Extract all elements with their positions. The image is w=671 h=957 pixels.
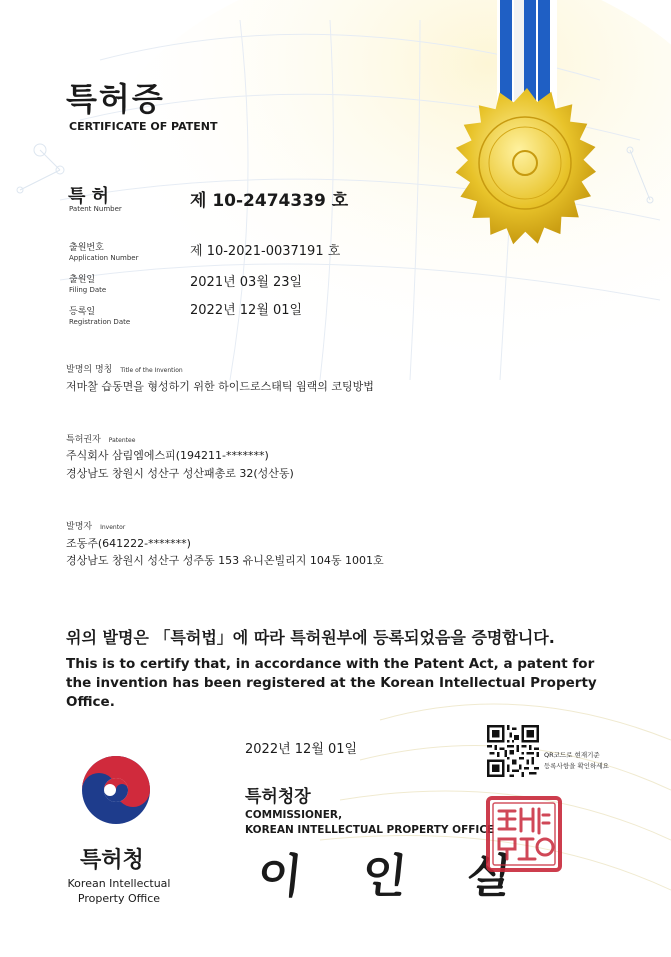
patentee-address: 경상남도 창원시 성산구 성산패총로 32(성산동): [66, 467, 294, 480]
application-number-label-ko: 출원번호: [69, 243, 104, 253]
invention-label-en: Title of the Invention: [120, 367, 183, 374]
patentee-name: 주식회사 삼림엠에스피(194211-*******): [66, 449, 269, 462]
patent-number-value: 제 10-2474339 호: [190, 191, 349, 211]
inventor-address: 경상남도 창원시 성산구 성주동 153 유니온빌리지 104동 1001호: [66, 554, 384, 567]
patent-number-label-en: Patent Number: [69, 205, 122, 213]
registration-date-label-ko: 등록일: [69, 307, 96, 317]
statement-en: This is to certify that, in accordance with the Patent Act, a patent for the invention has been registered at the Korean Intellectual Property Office.: [66, 656, 597, 710]
patentee-label: [66, 432, 135, 445]
invention-label: [66, 362, 183, 375]
commissioner-title-en-line1: COMMISSIONER,: [245, 809, 343, 821]
application-number-label-en: Application Number: [69, 254, 139, 262]
invention-title: 저마찰 습동면을 형성하기 위한 하이드로스태틱 웜랙의 코팅방법: [66, 380, 374, 393]
office-name-ko: 특허청: [80, 848, 144, 873]
certificate-title-en: CERTIFICATE OF PATENT: [69, 120, 218, 133]
inventor-label-en: Inventor: [100, 524, 126, 531]
issue-date: 2022년 12월 01일: [245, 742, 358, 757]
qr-code-icon[interactable]: [487, 725, 539, 777]
registration-date-label-en: Registration Date: [69, 318, 131, 326]
qr-note-line2: 등록사항을 확인하세요: [544, 762, 609, 770]
qr-note: [544, 750, 609, 772]
inventor-name: 조동주(641222-*******): [66, 537, 191, 550]
certificate-title-ko: 특허증: [66, 80, 165, 118]
office-name-en: Korean Intellectual Property Office: [67, 877, 171, 905]
invention-label-ko: 발명의 명칭: [66, 365, 113, 375]
application-number-value: 제 10-2021-0037191 호: [190, 244, 341, 259]
qr-note-line1: QR코드로 현재기준: [544, 751, 600, 759]
kipo-taegeuk-logo-icon: [78, 752, 154, 828]
commissioner-title-en-line2: KOREAN INTELLECTUAL PROPERTY OFFICE: [245, 824, 495, 836]
filing-date-value: 2021년 03월 23일: [190, 275, 303, 290]
commissioner-title-ko: 특허청장: [245, 787, 311, 807]
patentee-label-en: Patentee: [108, 437, 136, 444]
commissioner-signature: 이 인 실: [254, 849, 536, 903]
commissioner-title-en: [245, 808, 494, 838]
filing-date-label-en: Filing Date: [69, 286, 107, 294]
inventor-label: [66, 519, 125, 532]
inventor-label-ko: 발명자: [66, 522, 93, 532]
red-stamp-icon: [485, 795, 563, 873]
patent-number-label-ko: 특 허: [68, 186, 110, 207]
filing-date-label-ko: 출원일: [69, 275, 96, 285]
statement-ko: 위의 발명은 「특허법」에 따라 특허원부에 등록되었음을 증명합니다.: [66, 628, 555, 647]
registration-date-value: 2022년 12월 01일: [190, 303, 303, 318]
patentee-label-ko: 특허권자: [66, 435, 101, 445]
